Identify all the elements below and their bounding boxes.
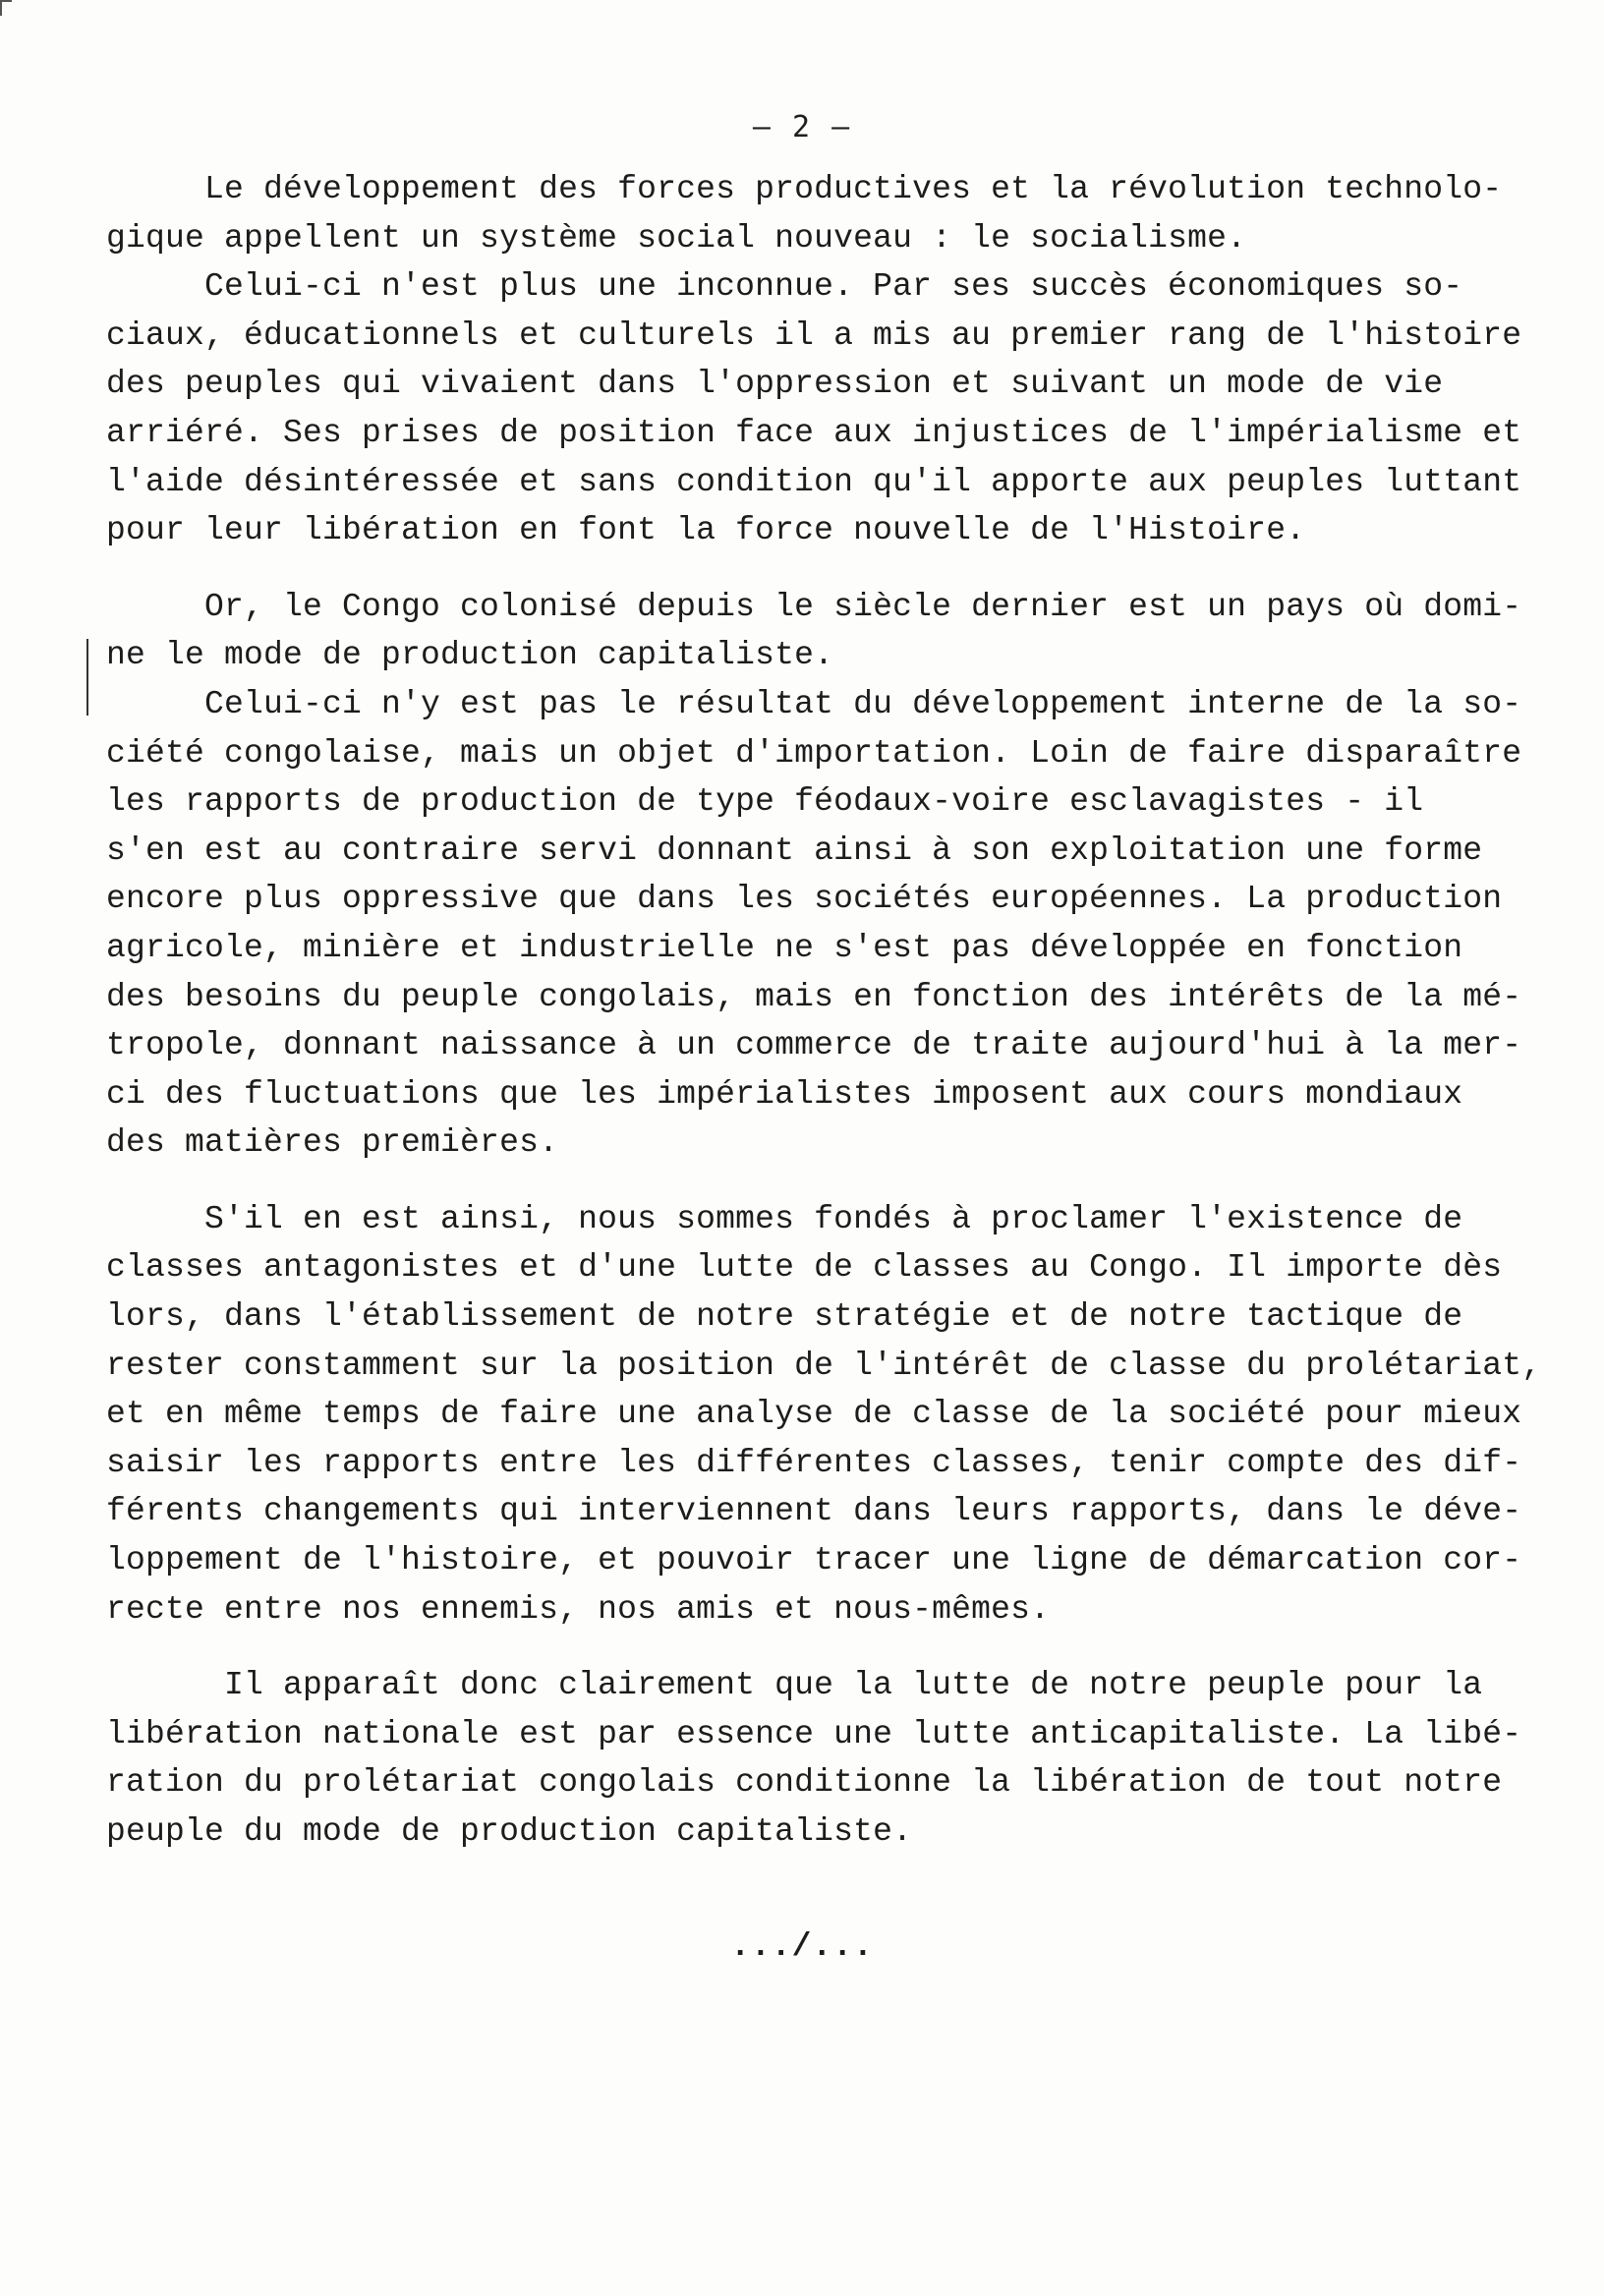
text-line: ration du prolétariat congolais conditionne la libération de tout notre xyxy=(106,1764,1503,1802)
text-line: des peuples qui vivaient dans l'oppression et suivant un mode de vie xyxy=(106,366,1444,403)
text-line: tropole, donnant naissance à un commerce de traite aujourd'hui à la mer- xyxy=(106,1027,1522,1064)
text-line: peuple du mode de production capitaliste. xyxy=(106,1813,913,1850)
text-line: Il apparaît donc clairement que la lutte de notre peuple pour la xyxy=(106,1667,1483,1704)
text-line: ciaux, éducationnels et culturels il a mis au premier rang de l'histoire xyxy=(106,316,1522,354)
text-line: des matières premières. xyxy=(106,1124,559,1162)
text-line: encore plus oppressive que dans les sociétés européennes. La production xyxy=(106,881,1503,918)
text-line: pour leur libération en font la force nouvelle de l'Histoire. xyxy=(106,512,1306,549)
text-line: l'aide désintéressée et sans condition qu'il apporte aux peuples luttant xyxy=(106,463,1522,500)
text-line: et en même temps de faire une analyse de classe de la société pour mieux xyxy=(106,1396,1522,1433)
text-line: classes antagonistes et d'une lutte de classes au Congo. Il importe dès xyxy=(106,1249,1503,1287)
paragraph-5 xyxy=(106,1195,1541,1634)
text-line: des besoins du peuple congolais, mais en fonction des intérêts de la mé- xyxy=(106,978,1522,1015)
text-line: Celui-ci n'y est pas le résultat du développement interne de la so- xyxy=(106,685,1522,722)
paragraph-1 xyxy=(106,165,1541,262)
text-line: libération nationale est par essence une lutte anticapitaliste. La libé- xyxy=(106,1715,1522,1752)
text-line: Celui-ci n'est plus une inconnue. Par ses succès économiques so- xyxy=(106,268,1463,306)
text-line: férents changements qui interviennent dans leurs rapports, dans le déve- xyxy=(106,1493,1522,1530)
paragraph-2 xyxy=(106,262,1541,555)
text-line: arriéré. Ses prises de position face aux injustices de l'impérialisme et xyxy=(106,414,1522,451)
text-line: Or, le Congo colonisé depuis le siècle dernier est un pays où domi- xyxy=(106,588,1522,625)
body-text xyxy=(106,165,1541,1857)
text-line: loppement de l'histoire, et pouvoir tracer une ligne de démarcation cor- xyxy=(106,1542,1522,1579)
text-line: s'en est au contraire servi donnant ainsi à son exploitation une forme xyxy=(106,832,1483,869)
margin-mark xyxy=(86,639,88,716)
text-line: lors, dans l'établissement de notre stratégie et de notre tactique de xyxy=(106,1298,1463,1336)
corner-scan-mark xyxy=(0,0,12,16)
text-line: ci des fluctuations que les impérialistes imposent aux cours mondiaux xyxy=(106,1075,1463,1113)
paragraph-4 xyxy=(106,680,1541,1168)
page-number: – 2 – xyxy=(752,110,852,144)
continuation-mark: .../... xyxy=(730,1928,874,1965)
text-line: recte entre nos ennemis, nos amis et nous-mêmes. xyxy=(106,1590,1051,1628)
text-line: ciété congolaise, mais un objet d'importation. Loin de faire disparaître xyxy=(106,734,1522,772)
text-line: agricole, minière et industrielle ne s'est pas développée en fonction xyxy=(106,929,1463,966)
text-line: rester constamment sur la position de l'intérêt de classe du prolétariat, xyxy=(106,1347,1542,1384)
text-line: gique appellent un système social nouveau : le socialisme. xyxy=(106,219,1247,257)
paragraph-3 xyxy=(106,583,1541,680)
text-line: saisir les rapports entre les différentes classes, tenir compte des dif- xyxy=(106,1444,1522,1481)
text-line: les rapports de production de type féodaux-voire esclavagistes - il xyxy=(106,783,1424,821)
text-line: S'il en est ainsi, nous sommes fondés à proclamer l'existence de xyxy=(106,1200,1463,1237)
text-line: ne le mode de production capitaliste. xyxy=(106,637,834,674)
text-line: Le développement des forces productives et la révolution technolo- xyxy=(106,171,1503,207)
paragraph-6 xyxy=(106,1661,1541,1856)
